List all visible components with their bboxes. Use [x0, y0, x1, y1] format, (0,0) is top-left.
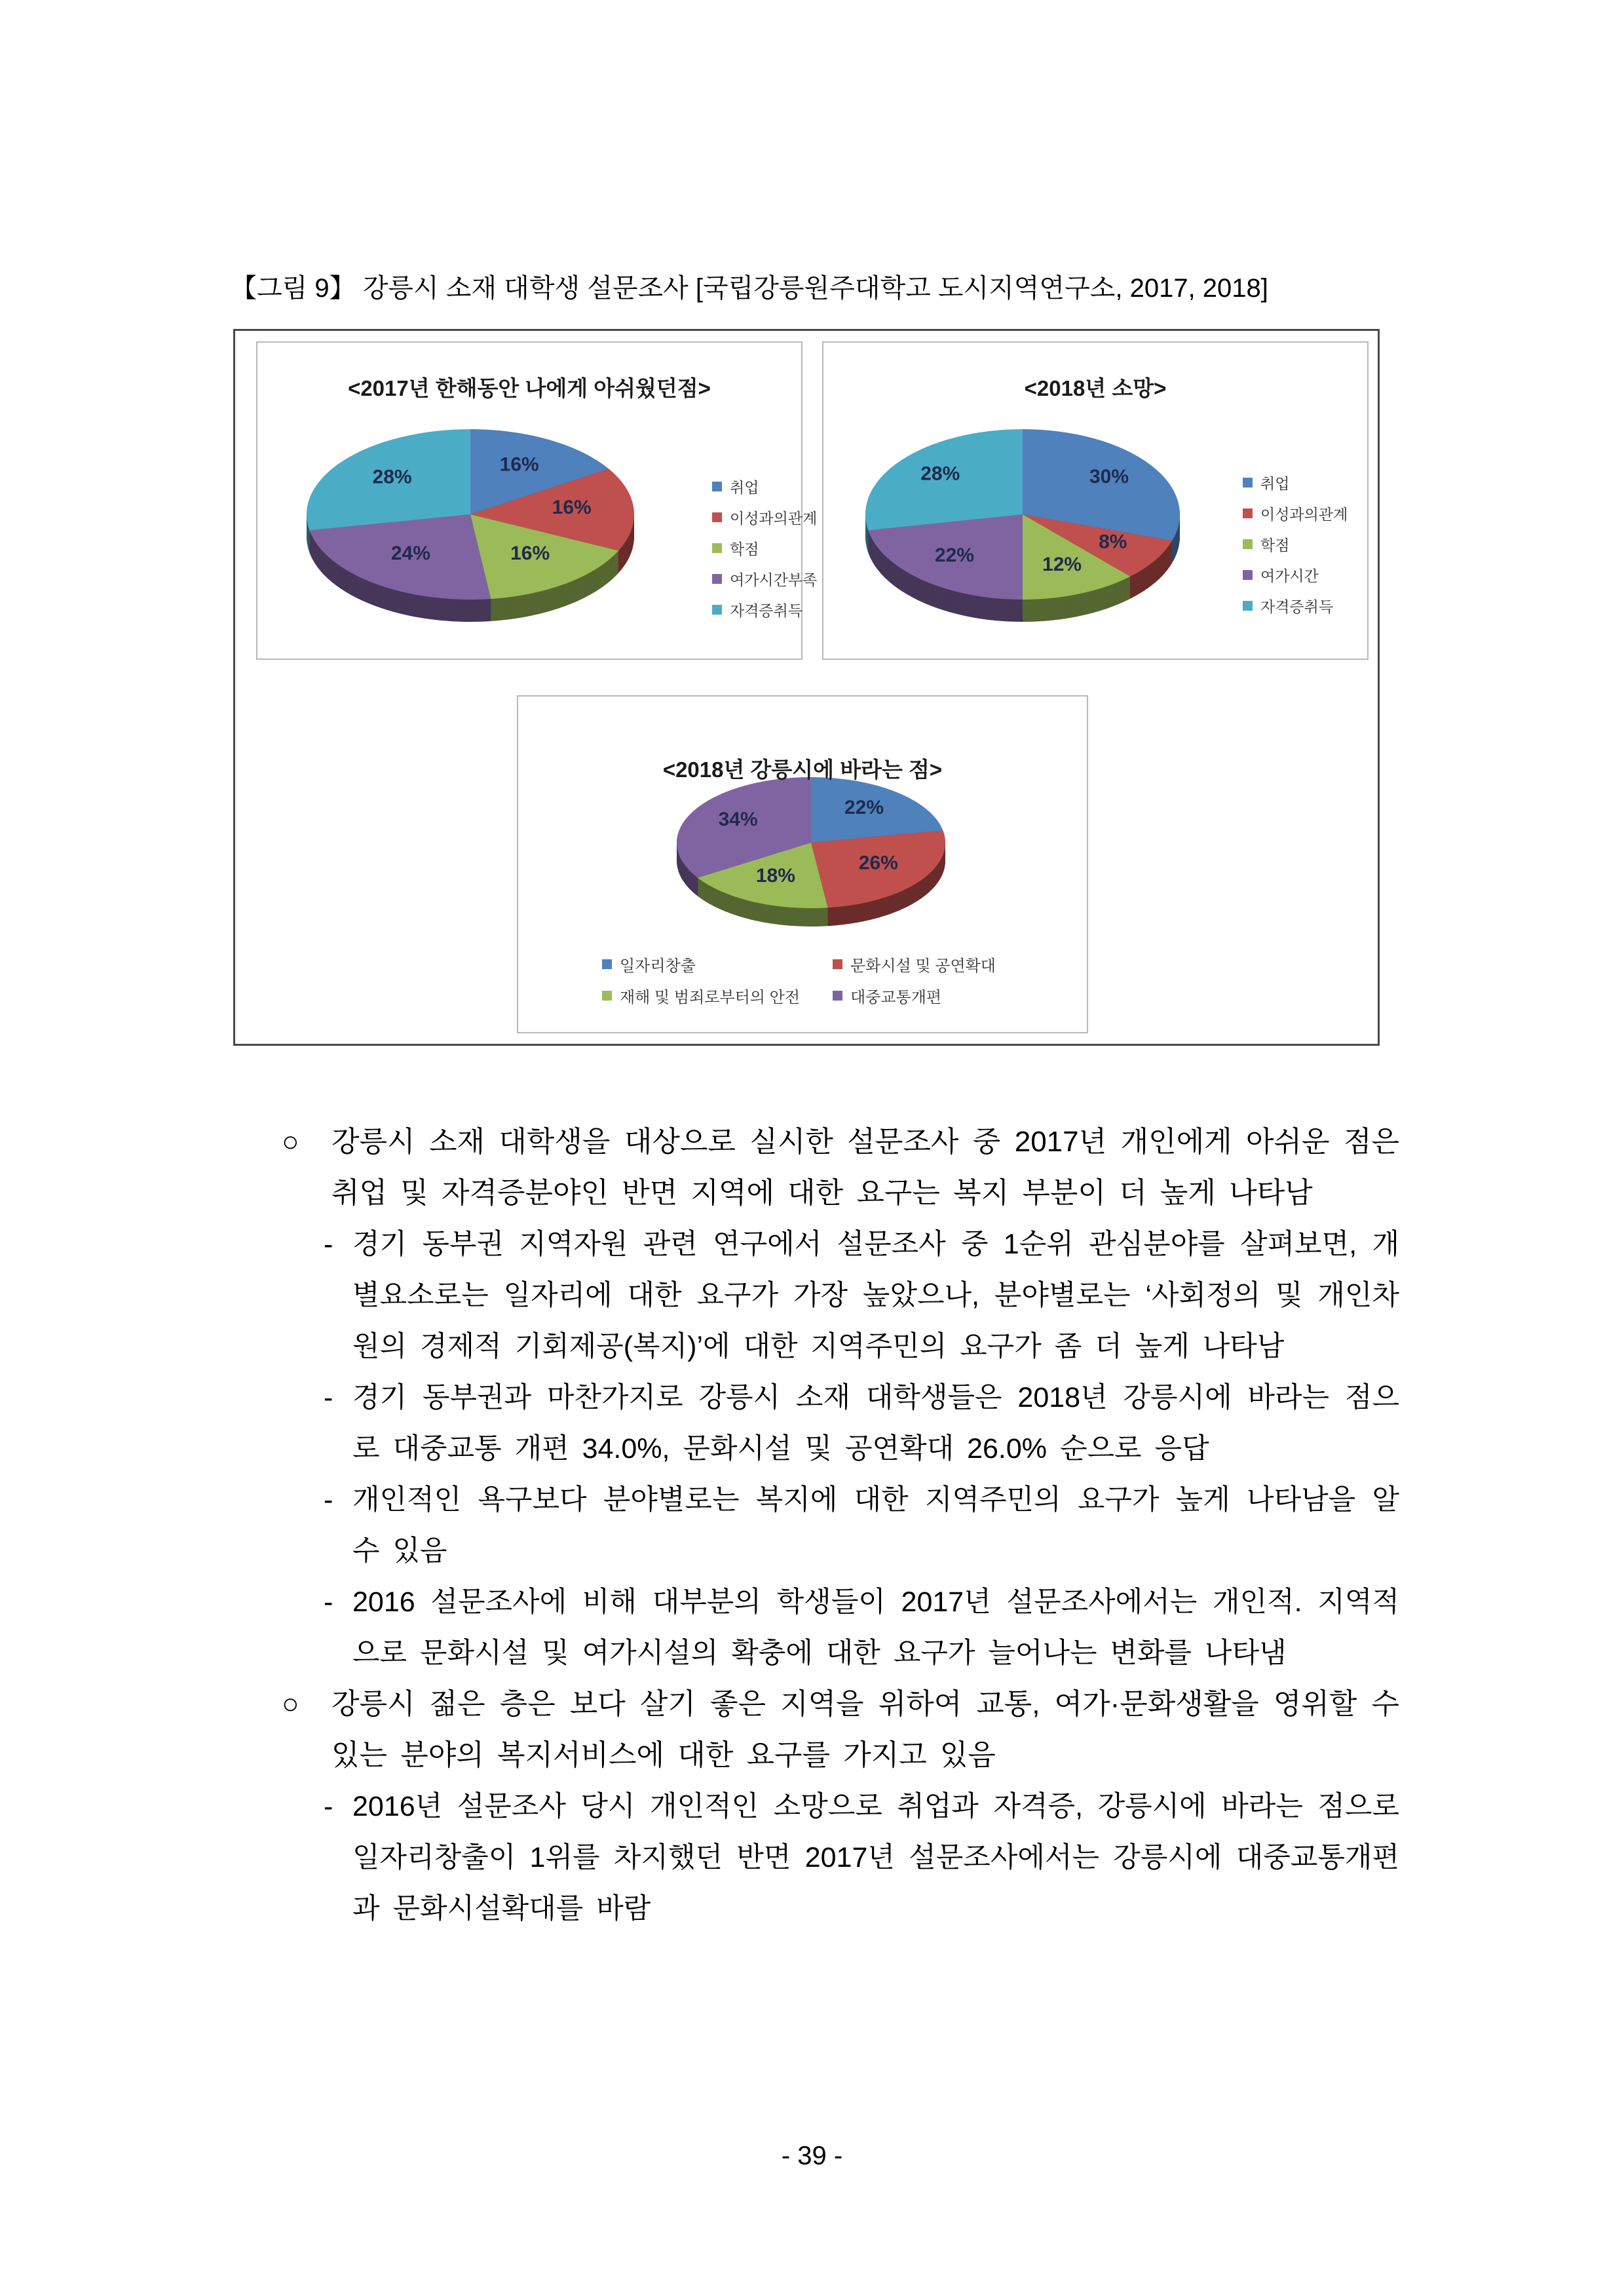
sub-bullet-paragraph — [324, 1781, 1399, 1934]
legend-label: 자격증취득 — [1260, 598, 1334, 615]
page-number: - 39 - — [781, 2141, 843, 2170]
legend-swatch — [712, 605, 722, 615]
sub-bullet-paragraph — [324, 1474, 1399, 1577]
legend-swatch — [1243, 570, 1253, 580]
legend-swatch — [602, 991, 612, 1001]
legend-item — [1243, 529, 1348, 560]
percent-label: 12% — [1042, 554, 1082, 576]
percent-label: 26% — [858, 852, 898, 874]
percent-label: 16% — [499, 453, 539, 476]
bullet-marker: ○ — [282, 1688, 299, 1720]
legend-item — [712, 502, 817, 533]
legend-label: 일자리창출 — [620, 957, 696, 975]
paragraph-text: 강릉시 젊은 층은 보다 살기 좋은 지역을 위하여 교통, 여가·문화생활을 영위할 수 있는 분야의 복지서비스에 대한 요구를 가지고 있음 — [331, 1688, 1399, 1771]
legend-label: 취업 — [730, 479, 759, 496]
percent-label: 22% — [934, 545, 974, 567]
percent-label: 22% — [844, 797, 884, 819]
figure-panel — [233, 329, 1380, 1046]
percent-label: 34% — [718, 809, 758, 831]
dash-marker: - — [324, 1586, 333, 1618]
legend-label: 이성과의관계 — [730, 510, 818, 527]
percent-label: 28% — [372, 466, 412, 488]
legend-label: 여가시간 — [1260, 567, 1319, 584]
legend-item — [712, 471, 817, 502]
legend-label: 여가시간부족 — [730, 571, 818, 588]
legend-swatch — [1243, 601, 1253, 611]
paragraph-text: 2016 설문조사에 비해 대부분의 학생들이 2017년 설문조사에서는 개인적. 지역적으로 문화시설 및 여가시설의 확충에 대한 요구가 늘어나는 변화를 나타냄 — [352, 1586, 1399, 1669]
sub-bullet-paragraph — [324, 1372, 1399, 1474]
chart-2018-city-requests — [517, 695, 1088, 1033]
legend-item — [712, 564, 817, 594]
percent-label: 8% — [1099, 531, 1127, 553]
legend-swatch — [1243, 508, 1253, 518]
sub-bullet-paragraph — [324, 1219, 1399, 1372]
legend-label: 자격증취득 — [730, 602, 803, 619]
legend-swatch — [712, 543, 722, 553]
percent-label: 18% — [755, 865, 795, 887]
dash-marker: - — [324, 1382, 333, 1413]
legend-label: 대중교통개편 — [850, 988, 942, 1006]
sub-bullet-paragraph — [324, 1577, 1399, 1679]
legend-item — [602, 980, 833, 1011]
legend-label: 이성과의관계 — [1260, 506, 1348, 523]
chart-legend — [1243, 467, 1348, 621]
legend-label: 학점 — [1260, 537, 1290, 554]
percent-label: 28% — [920, 463, 960, 485]
paragraph-text: 개인적인 욕구보다 분야별로는 복지에 대한 지역주민의 요구가 높게 나타남을 알 수 있음 — [352, 1484, 1399, 1567]
legend-item — [833, 948, 996, 980]
paragraph-text: 경기 동부권과 마찬가지로 강릉시 소재 대학생들은 2018년 강릉시에 바라는 점으로 대중교통 개편 34.0%, 문화시설 및 공연확대 26.0% 순으로 응답 — [352, 1382, 1399, 1464]
legend-item — [1243, 590, 1348, 621]
paragraph-text: 강릉시 소재 대학생을 대상으로 실시한 설문조사 중 2017년 개인에게 아쉬운 점은 취업 및 자격증분야인 반면 지역에 대한 요구는 복지 부분이 더 높게 나타남 — [331, 1126, 1399, 1209]
legend-swatch — [602, 959, 612, 969]
paragraph-text: 2016년 설문조사 당시 개인적인 소망으로 취업과 자격증, 강릉시에 바라는 점으로 일자리창출이 1위를 차지했던 반면 2017년 설문조사에서는 강릉시에 대중교통개편과 문화시설확대를 바람 — [352, 1791, 1399, 1924]
legend-swatch — [1243, 478, 1253, 488]
legend-label: 취업 — [1260, 475, 1290, 492]
bullet-paragraph — [282, 1679, 1399, 1781]
legend-item — [833, 980, 996, 1011]
legend-item — [1243, 560, 1348, 590]
legend-item — [1243, 467, 1348, 498]
chart-2018-wishes — [822, 341, 1369, 660]
chart-2017-personal-regrets — [256, 341, 818, 660]
dash-marker: - — [324, 1791, 333, 1822]
chart-legend — [712, 471, 817, 625]
percent-label: 16% — [510, 543, 550, 565]
legend-item — [712, 594, 817, 625]
dash-marker: - — [324, 1484, 333, 1516]
percent-label: 16% — [552, 496, 592, 518]
chart-title: <2018년 소망> — [1024, 376, 1167, 400]
legend-swatch — [712, 482, 722, 491]
legend-label: 재해 및 범죄로부터의 안전 — [620, 988, 801, 1006]
legend-label: 학점 — [730, 541, 759, 558]
legend-swatch — [833, 991, 842, 1001]
body-text — [282, 1117, 1399, 1934]
legend-swatch — [712, 512, 722, 522]
figure-caption: 【그림 9】 강릉시 소재 대학생 설문조사 [국립강릉원주대학고 도시지역연구소, 2017, 2018] — [231, 274, 1268, 303]
bullet-paragraph — [282, 1117, 1399, 1219]
chart-title: <2018년 강릉시에 바라는 점> — [662, 757, 943, 782]
chart-legend — [602, 948, 996, 1011]
dash-marker: - — [324, 1229, 333, 1260]
percent-label: 30% — [1089, 466, 1129, 488]
legend-swatch — [1243, 539, 1253, 549]
chart-title: <2017년 한해동안 나에게 아쉬웠던점> — [348, 376, 711, 400]
legend-item — [712, 533, 817, 564]
percent-label: 24% — [390, 543, 430, 565]
legend-item — [602, 948, 833, 980]
legend-item — [1243, 498, 1348, 529]
legend-swatch — [712, 574, 722, 584]
bullet-marker: ○ — [282, 1126, 299, 1158]
legend-label: 문화시설 및 공연확대 — [850, 957, 996, 975]
paragraph-text: 경기 동부권 지역자원 관련 연구에서 설문조사 중 1순위 관심분야를 살펴보면, 개별요소로는 일자리에 대한 요구가 가장 높았으나, 분야별로는 ‘사회정의 및 개인차원의 경제적 기회제공(복지)’에 대한 지역주민의 요구가 좀 더 높게 나타남 — [352, 1229, 1399, 1362]
legend-swatch — [833, 959, 842, 969]
